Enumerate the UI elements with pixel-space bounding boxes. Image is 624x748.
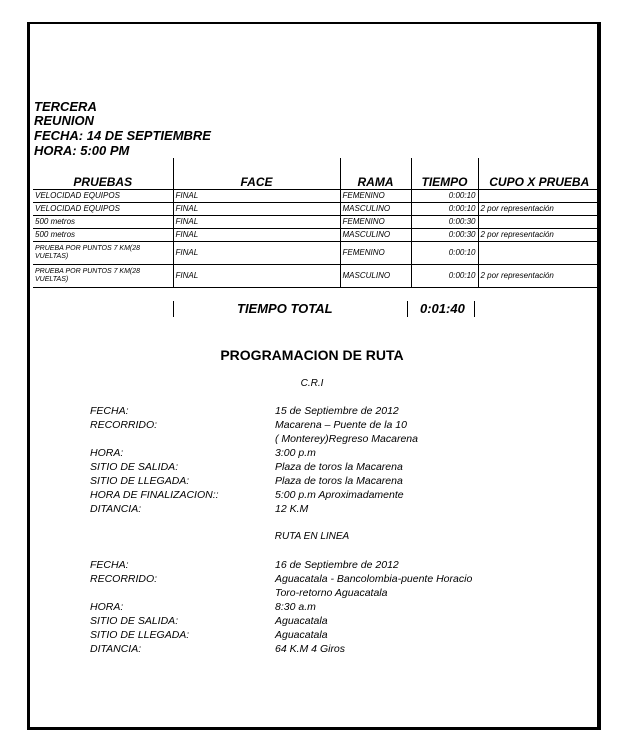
col-header-rama: RAMA [340,158,411,189]
cell-prueba: 500 metros [33,215,173,228]
line-finish-value: Aguacatala [275,629,328,641]
cri-date-value: 15 de Septiembre de 2012 [275,405,399,417]
cell-prueba: VELOCIDAD EQUIPOS [33,189,173,202]
table-row [33,241,600,264]
route-program-title: PROGRAMACION DE RUTA [220,347,404,363]
cell-rama: FEMENINO [340,215,411,228]
cell-cupo [478,189,600,202]
table-row [33,264,600,287]
cri-route-value-line1: Macarena – Puente de la 10 [275,419,407,431]
cri-finish-label: SITIO DE LLEGADA: [90,475,190,487]
line-distance-value: 64 K.M 4 Giros [275,643,346,655]
cell-tiempo: 0:00:10 [411,241,478,264]
header-time: HORA: 5:00 PM [34,143,130,158]
cell-rama: FEMENINO [340,241,411,264]
cell-face: FINAL [173,202,340,215]
cri-time-value: 3:00 p.m [275,447,316,459]
line-route-value-line2: Toro-retorno Aguacatala [275,587,388,599]
results-table [33,158,600,288]
line-finish-label: SITIO DE LLEGADA: [90,629,190,641]
line-route-value-line1: Aguacatala - Bancolombia-puente Horacio [275,573,473,585]
cri-start-value: Plaza de toros la Macarena [275,461,403,473]
header-reunion: REUNION [34,113,94,128]
table-row [33,189,600,202]
cell-tiempo: 0:00:30 [411,228,478,241]
header-reunion-number: TERCERA [34,99,97,114]
cell-prueba: PRUEBA POR PUNTOS 7 KM(28 VUELTAS) [33,264,173,287]
col-header-pruebas: PRUEBAS [33,158,173,189]
total-time-value: 0:01:40 [420,301,465,316]
total-divider-left [173,301,174,317]
cell-tiempo: 0:00:10 [411,264,478,287]
line-start-label: SITIO DE SALIDA: [90,615,179,627]
cell-face: FINAL [173,264,340,287]
cell-prueba: VELOCIDAD EQUIPOS [33,202,173,215]
cri-route-value-line2: ( Monterey)Regreso Macarena [275,433,418,445]
col-header-cupo: CUPO X PRUEBA [478,158,600,189]
cell-rama: MASCULINO [340,202,411,215]
line-route-heading: RUTA EN LINEA [274,531,350,542]
line-start-value: Aguacatala [275,615,328,627]
table-row [33,202,600,215]
cri-date-label: FECHA: [90,405,129,417]
line-time-value: 8:30 a.m [275,601,316,613]
cell-cupo [478,241,600,264]
cell-cupo: 2 por representación [478,228,600,241]
cell-prueba: PRUEBA POR PUNTOS 7 KM(28 VUELTAS) [33,241,173,264]
cell-cupo: 2 por representación [478,202,600,215]
cri-start-label: SITIO DE SALIDA: [90,461,179,473]
header-date: FECHA: 14 DE SEPTIEMBRE [34,128,211,143]
total-time-label: TIEMPO TOTAL [237,301,333,316]
cell-cupo [478,215,600,228]
cell-prueba: 500 metros [33,228,173,241]
line-route-label: RECORRIDO: [90,573,158,585]
cri-heading: C.R.I [300,378,324,389]
cell-rama: MASCULINO [340,264,411,287]
col-header-tiempo: TIEMPO [411,158,478,189]
cell-rama: MASCULINO [340,228,411,241]
cell-tiempo: 0:00:10 [411,189,478,202]
cri-distance-label: DITANCIA: [90,503,142,515]
cell-rama: FEMENINO [340,189,411,202]
line-distance-label: DITANCIA: [90,643,142,655]
table-row [33,228,600,241]
cell-tiempo: 0:00:10 [411,202,478,215]
line-date-label: FECHA: [90,559,129,571]
cell-face: FINAL [173,241,340,264]
line-date-value: 16 de Septiembre de 2012 [275,559,399,571]
col-header-face: FACE [173,158,340,189]
cri-route-label: RECORRIDO: [90,419,158,431]
cri-finish-value: Plaza de toros la Macarena [275,475,403,487]
total-divider-right [474,301,475,317]
line-time-label: HORA: [90,601,124,613]
cell-face: FINAL [173,228,340,241]
cell-face: FINAL [173,189,340,202]
cri-time-label: HORA: [90,447,124,459]
cell-cupo: 2 por representación [478,264,600,287]
cell-face: FINAL [173,215,340,228]
table-header-row [33,158,600,189]
total-divider-mid [407,301,408,317]
cell-tiempo: 0:00:30 [411,215,478,228]
cri-end-time-label: HORA DE FINALIZACION:: [90,489,219,501]
table-row [33,215,600,228]
cri-distance-value: 12 K.M [275,503,309,515]
cri-end-time-value: 5:00 p.m Aproximadamente [275,489,404,501]
